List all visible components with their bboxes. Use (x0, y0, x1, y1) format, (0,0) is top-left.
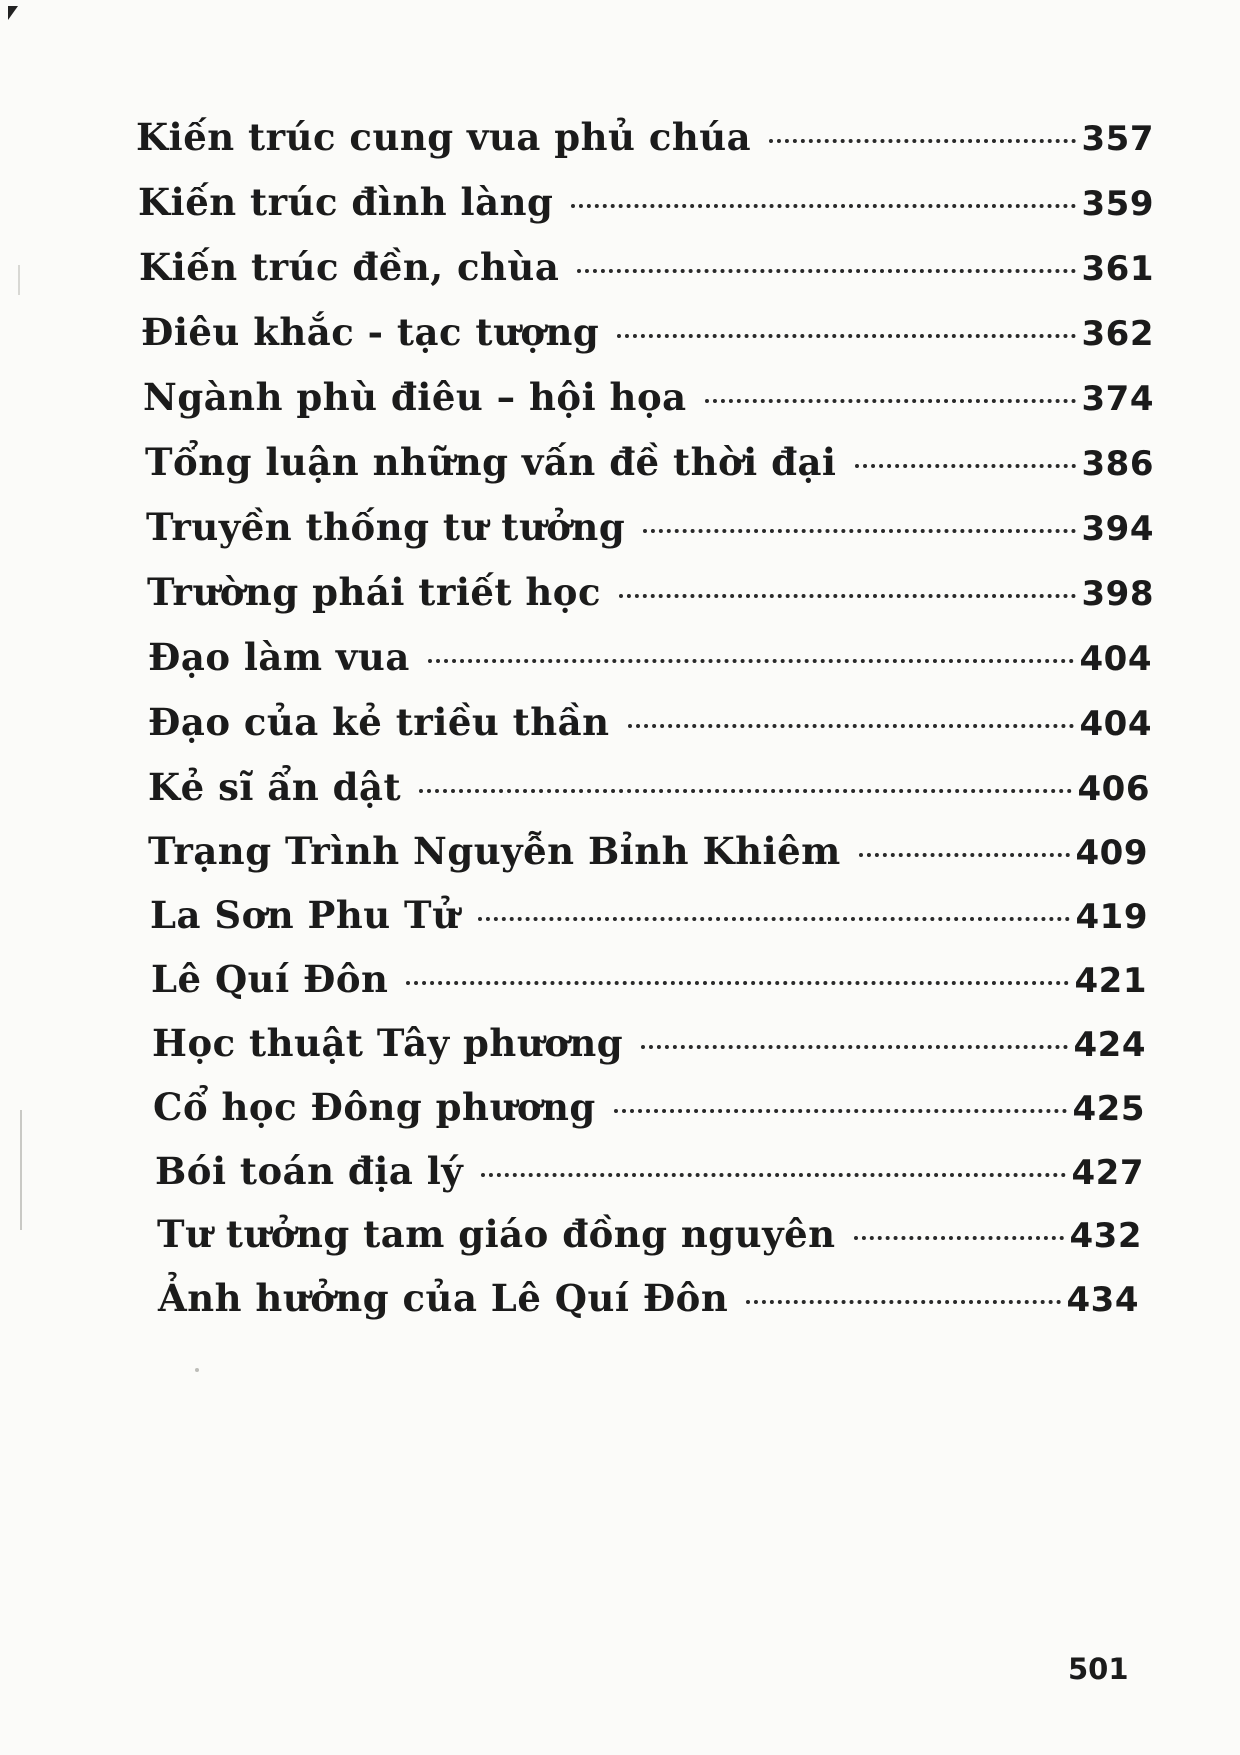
toc-entry-title: Ảnh hưởng của Lê Quí Đôn (158, 1276, 729, 1320)
toc-entry-title: Đạo làm vua (148, 635, 410, 679)
toc-entry-title: Tổng luận những vấn đề thời đại (145, 440, 837, 484)
scan-mark (195, 1368, 199, 1372)
dot-leader (641, 1045, 1067, 1049)
dot-leader (577, 269, 1075, 273)
toc-entry-page: 359 (1081, 184, 1154, 224)
toc-entry (151, 957, 1147, 1017)
toc-entry-title: Bói toán địa lý (155, 1149, 464, 1193)
toc-entry (153, 1085, 1145, 1145)
dot-leader (643, 529, 1075, 533)
toc-entry (139, 245, 1154, 305)
toc-entry-title: Ngành phù điêu – hội họa (143, 375, 687, 419)
toc-entry-title: Học thuật Tây phương (152, 1021, 624, 1065)
toc-entry-title: Lê Quí Đôn (151, 957, 389, 1001)
toc-entry-page: 404 (1079, 639, 1152, 679)
scan-mark (18, 265, 20, 295)
toc-entry-page: 424 (1073, 1025, 1146, 1065)
dot-leader (614, 1109, 1067, 1113)
dot-leader (859, 853, 1070, 857)
toc-entry-title: Kiến trúc đình làng (138, 180, 554, 224)
dot-leader (628, 724, 1074, 728)
toc-entry (141, 310, 1154, 370)
dot-leader (478, 917, 1070, 921)
toc-entry-page: 404 (1079, 704, 1152, 744)
toc-entry-title: Kiến trúc cung vua phủ chúa (136, 115, 752, 159)
dot-leader (855, 464, 1076, 468)
toc-entry (147, 570, 1154, 630)
toc-entry (148, 765, 1150, 825)
toc-entry-page: 357 (1081, 119, 1154, 159)
toc-entry-page: 427 (1071, 1153, 1144, 1193)
page-number: 501 (1068, 1652, 1129, 1686)
scan-mark (20, 1110, 22, 1230)
toc-entry-title: Tư tưởng tam giáo đồng nguyên (157, 1212, 836, 1256)
toc-entry-page: 398 (1081, 574, 1154, 614)
toc-entry (158, 1276, 1139, 1336)
toc-entry-title: Kiến trúc đền, chùa (139, 245, 560, 289)
toc-entry-page: 421 (1074, 961, 1147, 1001)
dot-leader (571, 204, 1075, 208)
toc-entry-page: 394 (1081, 509, 1154, 549)
toc-entry-page: 434 (1066, 1280, 1139, 1320)
corner-mark (8, 6, 18, 20)
toc-entry-page: 432 (1069, 1216, 1142, 1256)
toc-entry-page: 419 (1075, 897, 1148, 937)
toc-entry-title: Kẻ sĩ ẩn dật (148, 765, 402, 809)
toc-entry-page: 406 (1077, 769, 1150, 809)
dot-leader (854, 1236, 1064, 1240)
toc-entry (143, 375, 1154, 435)
toc-entry-page: 425 (1072, 1089, 1145, 1129)
toc-entry-page: 386 (1081, 444, 1154, 484)
toc-entry-page: 361 (1081, 249, 1154, 289)
dot-leader (481, 1173, 1065, 1177)
toc-entry (148, 635, 1152, 695)
toc-entry-title: Cổ học Đông phương (153, 1085, 596, 1129)
toc-entry (138, 180, 1154, 240)
toc-entry-page: 409 (1075, 833, 1148, 873)
toc-entry (136, 115, 1154, 175)
dot-leader (419, 789, 1071, 793)
toc-entry (150, 893, 1148, 953)
dot-leader (746, 1300, 1060, 1304)
toc-entry-title: Trường phái triết học (147, 570, 602, 614)
toc-entry-title: Đạo của kẻ triều thần (148, 700, 610, 744)
dot-leader (428, 659, 1074, 663)
toc-entry (145, 440, 1154, 500)
toc-entry-title: Trạng Trình Nguyễn Bỉnh Khiêm (148, 829, 841, 873)
toc-entry (146, 505, 1154, 565)
toc-entry (148, 700, 1152, 760)
dot-leader (617, 334, 1075, 338)
toc-entry-title: Điêu khắc - tạc tượng (141, 310, 600, 354)
toc-entry (152, 1021, 1146, 1081)
toc-entry (148, 829, 1148, 889)
toc-entry-page: 362 (1081, 314, 1154, 354)
toc-entry (155, 1149, 1144, 1209)
toc-entry-page: 374 (1081, 379, 1154, 419)
toc-entry-title: La Sơn Phu Tử (150, 893, 460, 937)
dot-leader (619, 594, 1076, 598)
dot-leader (406, 981, 1068, 985)
dot-leader (769, 139, 1075, 143)
toc-entry (157, 1212, 1142, 1272)
dot-leader (705, 399, 1076, 403)
toc-entry-title: Truyền thống tư tưởng (146, 505, 626, 549)
